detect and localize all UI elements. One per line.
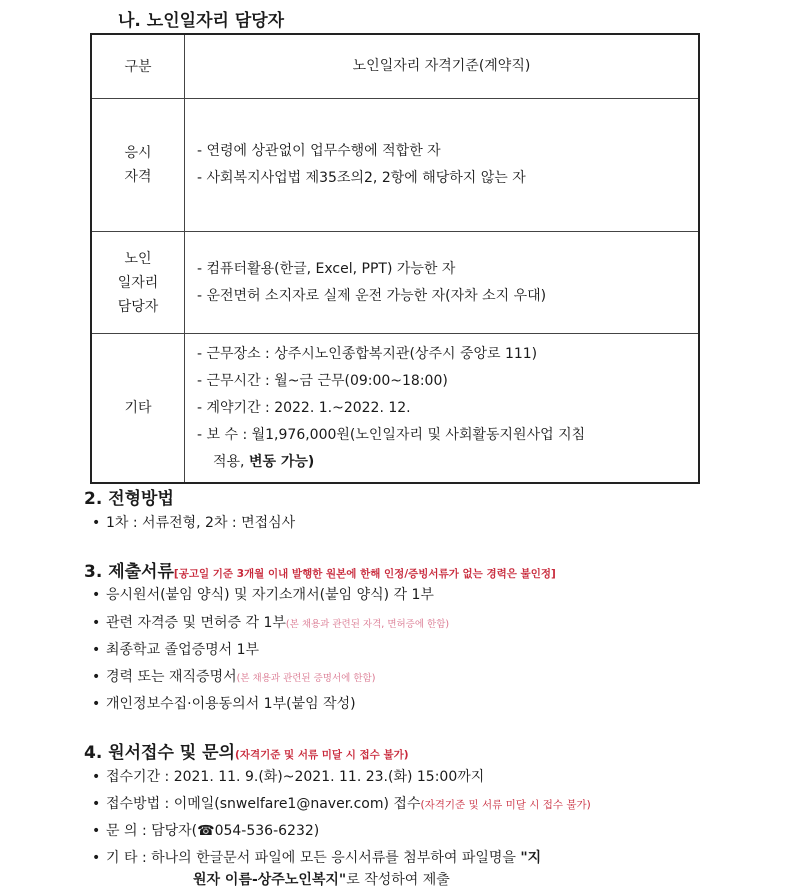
- list-item: • 1차 : 서류전형, 2차 : 면접심사: [92, 515, 296, 531]
- table-row: [92, 232, 698, 334]
- item-note: (본 채용과 관련된 자격, 면허증에 한함): [285, 619, 450, 630]
- criteria-item: - 보 수 : 월1,976,000원(노인일자리 및 사회활동지원사업 지침: [197, 426, 586, 443]
- list-item: • 문 의 : 담당자(☎054-536-6232): [92, 823, 320, 839]
- list-item: • 개인정보수집·이용동의서 1부(붙임 작성): [92, 696, 356, 712]
- list-item: • 접수기간 : 2021. 11. 9.(화)~2021. 11. 23.(화) 15:00까지: [92, 769, 485, 785]
- criteria-item: - 연령에 상관없이 업무수행에 적합한 자: [197, 143, 441, 159]
- table-row: [92, 334, 698, 482]
- list-item-continuation: 원자 이름-상주노인복지"로 작성하여 제출: [193, 872, 450, 888]
- criteria-item: - 계약기간 : 2022. 1.~2022. 12.: [197, 399, 411, 416]
- item-note: (본 채용과 관련된 증명서에 한함): [236, 673, 376, 684]
- list-item: • 응시원서(붙임 양식) 및 자기소개서(붙임 양식) 각 1부: [92, 587, 434, 603]
- row-label: 기타: [124, 400, 152, 416]
- criteria-item-continuation: 적용, 변동 가능): [213, 453, 315, 470]
- criteria-item: - 컴퓨터활용(한글, Excel, PPT) 가능한 자: [197, 260, 456, 277]
- list-item: • 관련 자격증 및 면허증 각 1부(본 채용과 관련된 자격, 면허증에 한함): [92, 615, 450, 631]
- criteria-item: - 운전면허 소지자로 실제 운전 가능한 자(자차 소지 우대): [197, 287, 547, 304]
- list-item: • 기 타 : 하나의 한글문서 파일에 모든 응시서류를 첨부하여 파일명을 "지: [92, 850, 542, 866]
- list-item: • 최종학교 졸업증명서 1부: [92, 642, 260, 658]
- section-note: [공고일 기준 3개월 이내 발행한 원본에 한해 인정/증빙서류가 없는 경력은 불인정]: [173, 568, 556, 580]
- list-item: • 경력 또는 재직증명서(본 채용과 관련된 증명서에 한함): [92, 669, 376, 685]
- row-label: 노인 일자리 담당자: [117, 250, 159, 315]
- section-note: (자격기준 및 서류 미달 시 접수 불가): [235, 749, 409, 761]
- row-content: [185, 99, 698, 231]
- item-note: (자격기준 및 서류 미달 시 접수 불가): [420, 799, 591, 811]
- qualification-table: [90, 33, 700, 484]
- section-title-2: 2. 전형방법: [84, 489, 174, 509]
- section-heading-na: 나. 노인일자리 담당자: [118, 11, 285, 31]
- section-title-3: 3. 제출서류[공고일 기준 3개월 이내 발행한 원본에 한해 인정/증빙서류가 없는 경력은 불인정]: [84, 562, 556, 582]
- table-row: [92, 99, 698, 232]
- header-criteria: 노인일자리 자격기준(계약직): [352, 58, 531, 74]
- header-category: 구분: [124, 58, 152, 75]
- row-content: [185, 334, 698, 482]
- list-item: • 접수방법 : 이메일(snwelfare1@naver.com) 접수(자격기준 및 서류 미달 시 접수 불가): [92, 796, 591, 812]
- section-title-4: 4. 원서접수 및 문의(자격기준 및 서류 미달 시 접수 불가): [84, 743, 409, 763]
- criteria-item: - 사회복지사업법 제35조의2, 2항에 해당하지 않는 자: [197, 170, 526, 186]
- row-label: 응시 자격: [124, 145, 152, 185]
- table-header-row: [92, 35, 698, 99]
- criteria-item: - 근무장소 : 상주시노인종합복지관(상주시 중앙로 111): [197, 345, 538, 362]
- criteria-item: - 근무시간 : 월~금 근무(09:00~18:00): [197, 372, 448, 389]
- row-content: [185, 232, 698, 333]
